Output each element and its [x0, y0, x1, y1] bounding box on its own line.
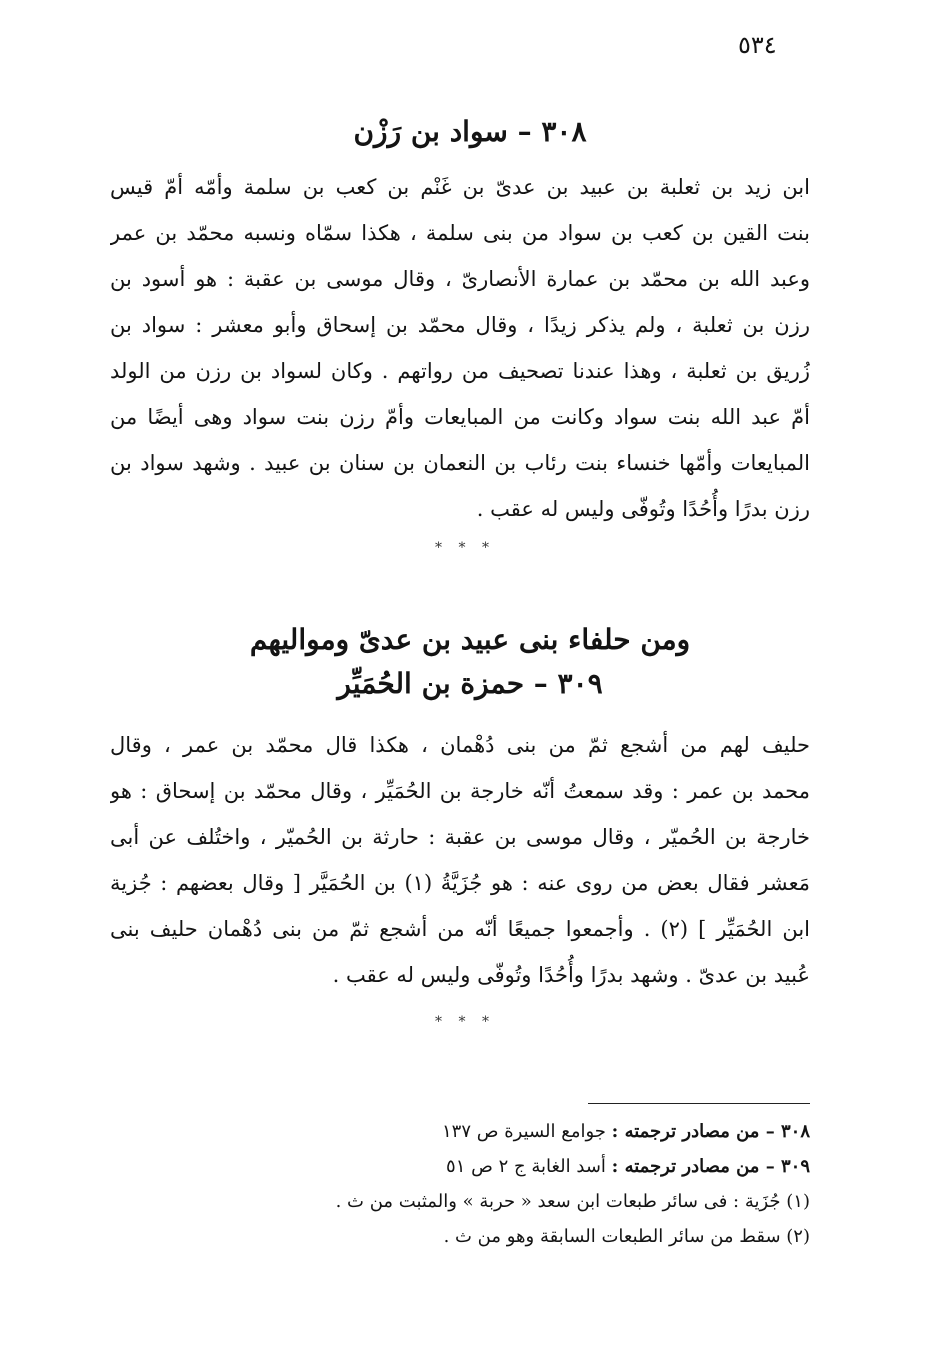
body-line: زُريق بن ثعلبة ، وهذا عندنا تصحيف من رواتهم . وكان لسواد بن رزن من الولد: [110, 359, 810, 383]
body-line: أمّ عبد الله بنت سواد وكانت من المبايعات وأمّ رزن بنت سواد وهى أيضًا من: [110, 405, 810, 429]
footnotes: [200, 1114, 810, 1254]
body-line: محمد بن عمر : وقد سمعتُ أنّه خارجة بن الحُمَيِّر ، وقال محمّد بن إسحاق : هو: [110, 779, 810, 803]
entry-309-title: ٣٠٩ – حمزة بن الحُمَيِّر: [337, 667, 603, 700]
body-line: رزن بن ثعلبة ، ولم يذكر زيدًا ، وقال محمّد بن إسحاق وأبو معشر : سواد بن: [110, 313, 810, 337]
entry-309-body: [110, 722, 810, 998]
footnote-source-308: [200, 1114, 810, 1149]
footnote-2: (٢) سقط من سائر الطبعات السابقة وهو من ث .: [443, 1226, 810, 1247]
footnote-source-text: جوامع السيرة ص ١٣٧: [441, 1121, 606, 1142]
body-line: ابن زيد بن ثعلبة بن عبيد بن عدىّ بن غَنْم بن كعب بن سلمة وأمّه أمّ قيس: [110, 175, 810, 199]
section-separator: * * *: [435, 1014, 495, 1030]
entry-308-body: [110, 164, 810, 532]
body-line: بنت القين بن كعب بن سواد من بنى سلمة ، هكذا سمّاه ونسبه محمّد بن عمر: [110, 221, 810, 245]
footnote-source-309: [200, 1149, 810, 1184]
page-number: ٥٣٤: [738, 31, 777, 59]
footnote-1: (١) جُزَية : فى سائر طبعات ابن سعد « حربة » والمثبت من ث .: [335, 1191, 810, 1212]
entry-308-title: ٣٠٨ – سواد بن رَزْن: [353, 115, 587, 148]
section-separator: * * *: [435, 540, 495, 556]
footnote-rule: [588, 1103, 810, 1104]
body-line: رزن بدرًا وأُحُدًا وتُوفّى وليس له عقب .: [476, 497, 810, 521]
body-line: عُبيد بن عدىّ . وشهد بدرًا وأُحُدًا وتُوفّى وليس له عقب .: [332, 963, 810, 987]
footnote-source-text: أسد الغابة ج ٢ ص ٥١: [446, 1156, 606, 1177]
section-heading: ومن حلفاء بنى عبيد بن عدىّ ومواليهم: [249, 623, 691, 656]
body-line: وعبد الله بن محمّد بن عمارة الأنصارىّ ، وقال موسى بن عقبة : هو أسود بن: [110, 267, 810, 291]
footnote-source-label: ٣٠٩ – من مصادر ترجمته :: [611, 1156, 810, 1177]
body-line: حليف لهم من أشجع ثمّ من بنى دُهْمان ، هكذا قال محمّد بن عمر ، وقال: [110, 733, 810, 757]
body-line: مَعشر فقال بعض من روى عنه : هو جُزَيَّةُ (١) بن الحُمَيَّر [ وقال بعضهم : جُزية: [110, 871, 810, 895]
body-line: ابن الحُمَيِّر ] (٢) . وأجمعوا جميعًا أنّه من أشجع ثمّ من بنى دُهْمان حليف بنى: [110, 917, 810, 941]
body-line: خارجة بن الحُميّر ، وقال موسى بن عقبة : حارثة بن الحُميّر ، واختُلف عن أبى: [110, 825, 810, 849]
body-line: المبايعات وأمّها خنساء بنت رئاب بن النعمان بن سنان بن عبيد . وشهد سواد بن: [110, 451, 810, 475]
footnote-source-label: ٣٠٨ – من مصادر ترجمته :: [611, 1121, 810, 1142]
